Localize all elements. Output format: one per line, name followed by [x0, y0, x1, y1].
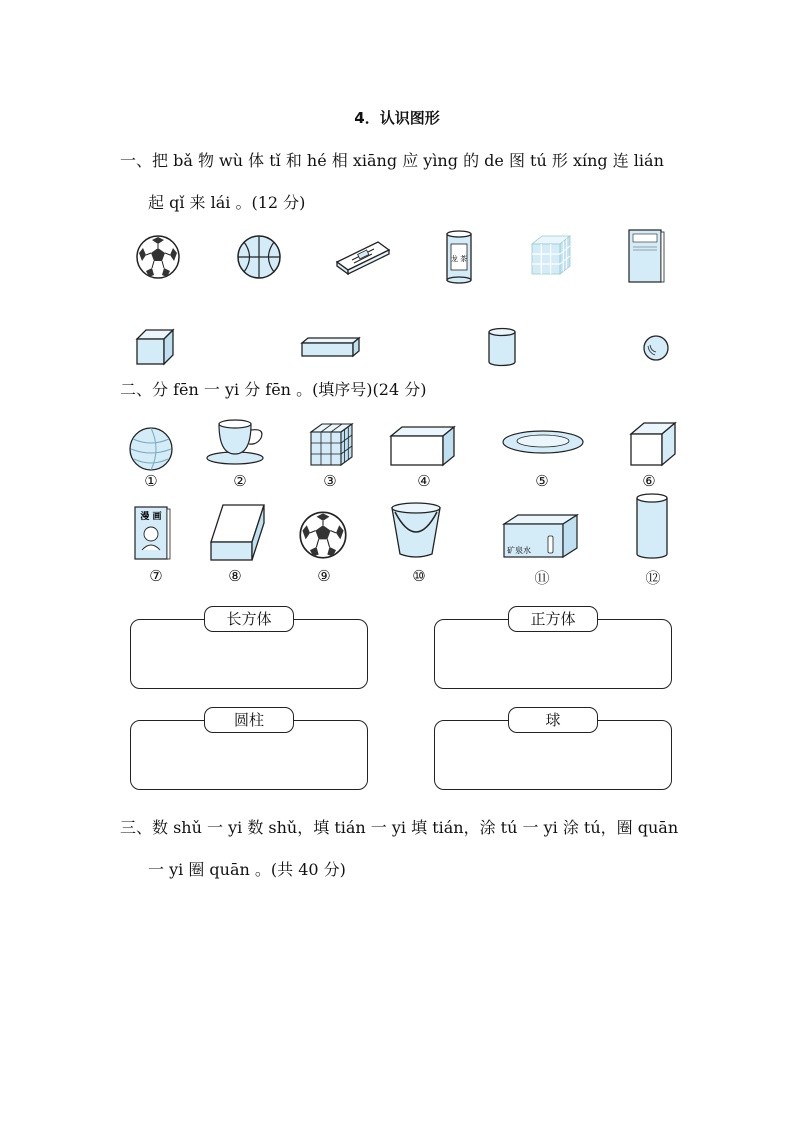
toothpaste-box-icon[interactable]: [334, 238, 392, 278]
tea-can-icon[interactable]: [444, 228, 474, 284]
item-number-12: ⑫: [645, 569, 661, 587]
page-title: 4．认识图形: [354, 109, 440, 127]
q1-instruction-line2: 起 qǐ 来 lái 。(12 分): [148, 193, 306, 212]
brick-icon[interactable]: [208, 502, 268, 564]
category-label-sphere: 球: [508, 707, 598, 733]
teacup-icon[interactable]: [205, 418, 269, 468]
soccer-ball-icon[interactable]: [134, 233, 182, 281]
basketball-icon[interactable]: [235, 233, 283, 281]
rubiks-cube-icon[interactable]: [309, 422, 355, 468]
cylinder-shape-icon[interactable]: [486, 327, 518, 367]
cuboid-shape-icon[interactable]: [300, 336, 362, 358]
item-number-10: ⑩: [412, 567, 426, 585]
cylinder-icon[interactable]: [634, 492, 670, 560]
q2-instruction: 二、分 fēn 一 yi 分 fēn 。(填序号)(24 分): [120, 380, 427, 399]
item-number-5: ⑤: [535, 472, 549, 490]
item-number-7: ⑦: [149, 567, 163, 585]
bucket-icon[interactable]: [387, 500, 445, 560]
q1-instruction-line1: 一、把 bǎ 物 wù 体 tǐ 和 hé 相 xiāng 应 yìng 的 de 图 tú 形 xíng 连 lián: [120, 151, 664, 170]
carton-label: 矿泉水: [507, 546, 531, 555]
item-number-6: ⑥: [642, 472, 656, 490]
plate-icon[interactable]: [501, 428, 585, 458]
water-carton-icon[interactable]: [501, 512, 581, 560]
sphere-shape-icon[interactable]: [641, 333, 671, 363]
cube-icon[interactable]: [628, 420, 678, 468]
item-number-8: ⑧: [228, 567, 242, 585]
item-number-4: ④: [417, 472, 431, 490]
item-number-11: ⑪: [534, 569, 550, 587]
comic-book-icon[interactable]: [132, 504, 172, 562]
can-label: 龙 茶: [450, 255, 468, 263]
item-number-2: ②: [233, 472, 247, 490]
box-icon[interactable]: [389, 424, 457, 468]
q3-instruction-line2: 一 yi 圈 quān 。(共 40 分): [148, 860, 346, 879]
item-number-3: ③: [323, 472, 337, 490]
item-number-1: ①: [144, 472, 158, 490]
comic-title: 漫 画: [140, 512, 162, 522]
q3-instruction-line1: 三、数 shǔ 一 yi 数 shǔ，填 tián 一 yi 填 tián，涂 tú 一 yi 涂 tú，圈 quān: [120, 818, 679, 837]
category-label-cube: 正方体: [508, 606, 598, 632]
soccer-ball-icon[interactable]: [297, 509, 349, 561]
category-label-cuboid: 长方体: [204, 606, 294, 632]
cube-shape-icon[interactable]: [134, 327, 176, 367]
item-number-9: ⑨: [317, 567, 331, 585]
rubiks-cube-icon[interactable]: [530, 234, 572, 276]
ball-icon[interactable]: [127, 425, 175, 473]
book-icon[interactable]: [626, 227, 666, 285]
category-label-cylinder: 圆柱: [204, 707, 294, 733]
